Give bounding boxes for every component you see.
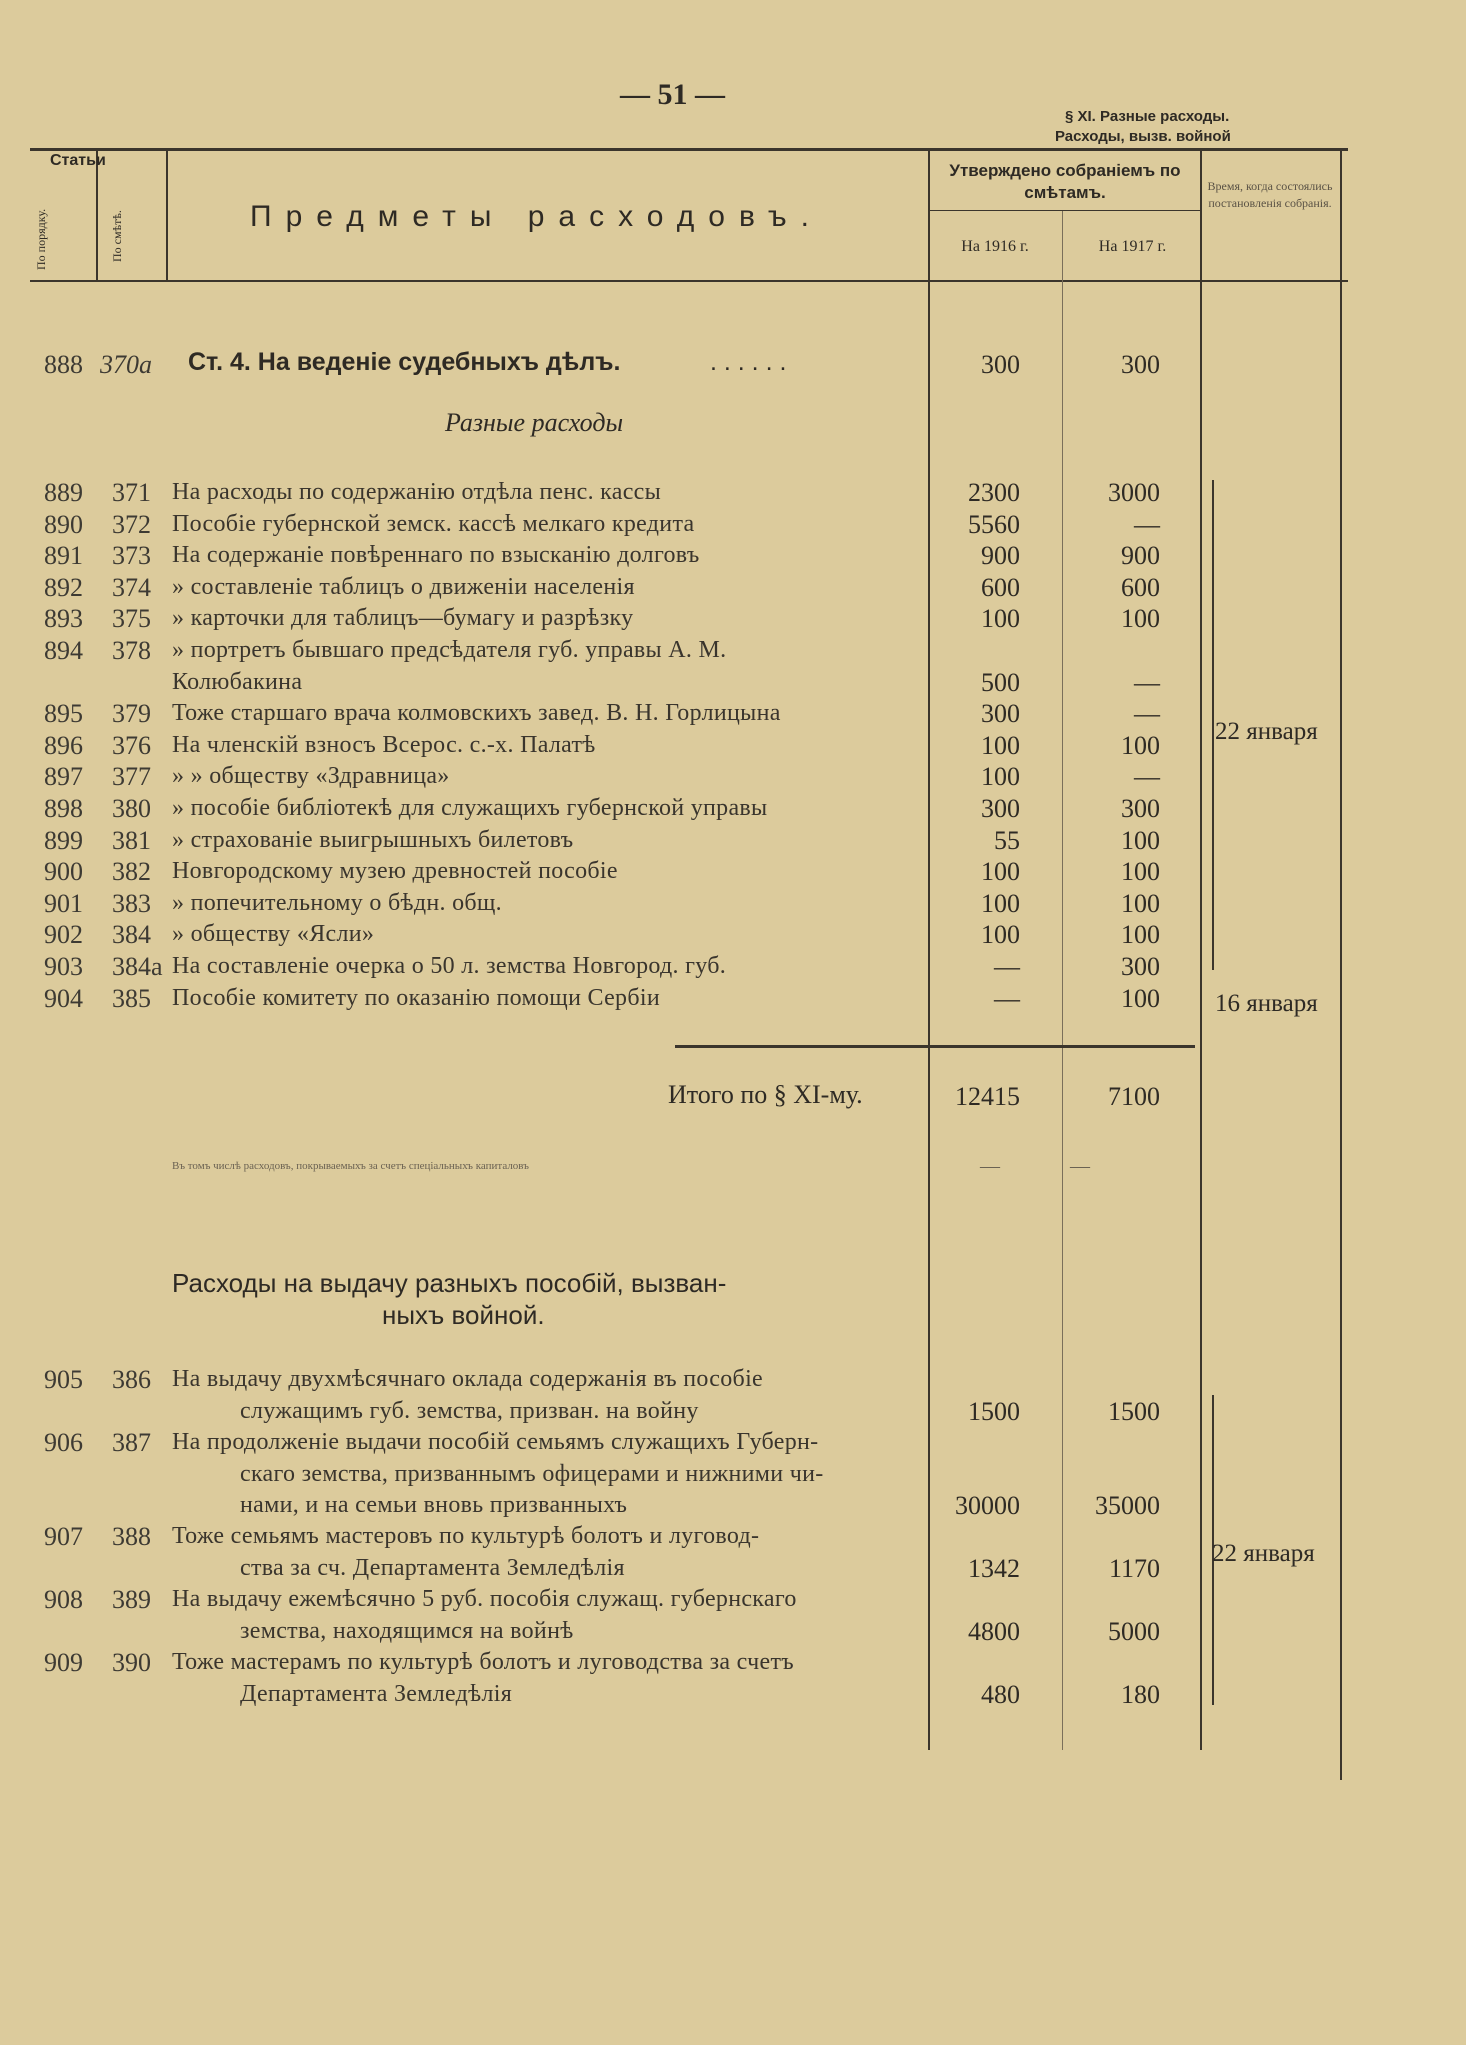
row-description: На расходы по содержанію отдѣла пенс. кассы	[172, 479, 662, 505]
row-value-1917: 100	[1121, 888, 1160, 918]
row-value-1917: 300	[1121, 794, 1160, 823]
row-order-number: 903	[44, 952, 83, 981]
row-order-number: 894	[44, 636, 83, 665]
row-value-1917: 3000	[1108, 478, 1160, 507]
row-order-number: 891	[44, 541, 83, 571]
art4-dots: . . . . . .	[710, 348, 787, 376]
row-description: Тоже старшаго врача колмовскихъ завед. В. Н. Горлицына	[172, 700, 781, 727]
year-1916-header: На 1916 г.	[961, 238, 1029, 255]
row-value-1917: —	[1134, 762, 1160, 792]
subjects-header: Предметы расходовъ.	[250, 200, 824, 233]
war-row-order-number: 908	[44, 1585, 83, 1614]
row-estimate-number: 379	[112, 699, 151, 729]
row-estimate-number: 373	[112, 541, 151, 571]
row-value-1916: 100	[981, 888, 1020, 918]
war-row-description-line: На выдачу ежемѣсячно 5 руб. пособія служащ. губернскаго	[172, 1586, 797, 1612]
war-row-value-1917: 5000	[1108, 1616, 1160, 1646]
row-estimate-number: 371	[112, 478, 151, 507]
row-description: » составленіе таблицъ о движеніи населенія	[172, 573, 635, 600]
war-row-value-1917: 1170	[1108, 1553, 1160, 1583]
misc-title: Разные расходы	[445, 408, 624, 437]
war-row-order-number: 907	[44, 1522, 83, 1551]
war-row-description-line: земства, находящимся на войнѣ	[240, 1617, 574, 1644]
total-1917: 7100	[1108, 1082, 1160, 1111]
page-number: — 51 —	[620, 78, 725, 111]
row-estimate-number: 380	[112, 794, 151, 823]
war-row-description-line: Тоже мастерамъ по культурѣ болотъ и луговодства за счетъ	[172, 1649, 794, 1675]
war-row-value-1916: 480	[981, 1679, 1020, 1709]
war-row-estimate-number: 387	[112, 1428, 151, 1457]
war-row-description-line: Департамента Земледѣлія	[240, 1680, 513, 1707]
by-order-header: По порядку.	[34, 208, 48, 270]
row-description: » обществу «Ясли»	[172, 921, 375, 948]
row-estimate-number: 375	[112, 604, 151, 634]
row-description: Пособіе губернской земск. кассѣ мелкаго кредита	[172, 510, 695, 537]
row-order-number: 896	[44, 730, 83, 760]
col-line-2	[166, 150, 168, 280]
header-rule	[30, 280, 1348, 282]
row-value-1916: 5560	[968, 509, 1020, 539]
war-row-order-number: 906	[44, 1428, 83, 1457]
war-row-value-1917: 35000	[1095, 1491, 1160, 1520]
row-description: » попечительному о бѣдн. общ.	[172, 889, 502, 916]
row-estimate-number: 381	[112, 825, 151, 855]
total-1916: 12415	[955, 1082, 1020, 1111]
row-order-number: 895	[44, 699, 83, 729]
row-order-number: 897	[44, 762, 83, 792]
row-value-1916: —	[994, 952, 1020, 981]
row-estimate-number: 378	[112, 636, 151, 665]
row-estimate-number: 376	[112, 730, 151, 760]
war-row-order-number: 905	[44, 1365, 83, 1394]
war-row-value-1917: 180	[1121, 1679, 1160, 1709]
row-value-1916: 100	[981, 762, 1020, 792]
total-label: Итого по § XI-му.	[668, 1080, 863, 1109]
row-value-1917: 100	[1121, 604, 1160, 634]
section-title: § XI. Разные расходы.	[1065, 108, 1230, 125]
bracket-22jan-1	[1200, 480, 1214, 970]
date-22jan-2: 22 января	[1212, 1540, 1315, 1567]
war-row-description-line: На выдачу двухмѣсячнаго оклада содержанія въ пособіе	[172, 1366, 763, 1392]
art4-text: Ст. 4. На веденіе судебныхъ дѣлъ.	[188, 348, 621, 376]
row-value-1916: 55	[994, 825, 1020, 855]
row-order-number: 901	[44, 888, 83, 918]
row-value-1917: 100	[1121, 920, 1160, 950]
row-description: » пособіе библіотекѣ для служащихъ губернской управы	[172, 795, 768, 821]
row-value-1917: 900	[1121, 541, 1160, 571]
articles-header: Статьи	[50, 152, 106, 169]
row-value-1917: 100	[1121, 825, 1160, 855]
row-value-1916: 100	[981, 857, 1020, 887]
row-value-1917: 100	[1121, 983, 1160, 1013]
note-dashes: — —	[980, 1155, 1090, 1177]
row-estimate-number: 374	[112, 572, 151, 602]
war-row-description-line: ства за сч. Департамента Земледѣлія	[240, 1554, 625, 1581]
row-description: » портретъ бывшаго предсѣдателя губ. управы А. М.	[172, 637, 727, 663]
war-row-description-line: нами, и на семьи вновь призванныхъ	[240, 1492, 628, 1518]
row-order-number: 890	[44, 509, 83, 539]
art4-order: 888	[44, 350, 83, 379]
row-value-1916: 100	[981, 604, 1020, 634]
year-1917-header: На 1917 г.	[1098, 238, 1167, 255]
row-estimate-number: 383	[112, 888, 151, 918]
row-description: Пособіе комитету по оказанію помощи Сербіи	[172, 984, 660, 1011]
row-estimate-number: 382	[112, 857, 151, 887]
war-row-description-line: Тоже семьямъ мастеровъ по культурѣ болотъ и луговод-	[172, 1523, 760, 1549]
war-row-estimate-number: 386	[112, 1365, 151, 1394]
row-order-number: 899	[44, 825, 83, 855]
row-description: » страхованіе выигрышныхъ билетовъ	[172, 826, 574, 853]
row-value-1916: 300	[981, 699, 1020, 729]
war-row-estimate-number: 388	[112, 1522, 151, 1551]
war-title-line1: Расходы на выдачу разныхъ пособій, вызван-	[172, 1268, 727, 1298]
row-estimate-number: 384а	[112, 952, 163, 981]
art4-1917: 300	[1121, 350, 1160, 379]
row-value-1916: 500	[981, 667, 1020, 697]
row-order-number: 892	[44, 572, 83, 602]
row-value-1917: 300	[1121, 952, 1160, 981]
row-value-1917: —	[1134, 699, 1160, 729]
row-order-number: 904	[44, 983, 83, 1013]
col-line-6	[1340, 150, 1342, 1780]
war-row-value-1916: 1500	[968, 1396, 1020, 1426]
row-value-1916: 300	[981, 794, 1020, 823]
row-order-number: 898	[44, 794, 83, 823]
row-value-1916: 600	[981, 572, 1020, 602]
war-row-description-line: служащимъ губ. земства, призван. на войну	[240, 1397, 699, 1424]
row-value-1917: 600	[1121, 572, 1160, 602]
row-description: На содержаніе повѣреннаго по взысканію долговъ	[172, 542, 700, 569]
date-22jan-1: 22 января	[1215, 718, 1318, 745]
war-row-description-line: скаго земства, призваннымъ офицерами и нижними чи-	[240, 1460, 824, 1487]
row-estimate-number: 385	[112, 983, 151, 1013]
row-description: » карточки для таблицъ—бумагу и разрѣзку	[172, 605, 634, 632]
row-description: На членскій взносъ Всерос. с.-х. Палатѣ	[172, 731, 596, 758]
total-rule	[675, 1045, 1195, 1048]
art4-1916: 300	[981, 350, 1020, 379]
special-capital-note: Въ томъ числѣ расходовъ, покрываемыхъ за счетъ спеціальныхъ капиталовъ	[172, 1160, 529, 1172]
war-row-value-1916: 1342	[968, 1553, 1020, 1583]
row-order-number: 900	[44, 857, 83, 887]
row-value-1916: 2300	[968, 478, 1020, 507]
row-description: Новгородскому музею древностей пособіе	[172, 858, 618, 885]
row-value-1917: 100	[1121, 730, 1160, 760]
row-description: Колюбакина	[172, 668, 303, 695]
row-order-number: 893	[44, 604, 83, 634]
row-value-1917: —	[1134, 667, 1160, 697]
section-subtitle: Расходы, вызв. войной	[1055, 128, 1231, 145]
by-estimate-header: По смѣтѣ.	[110, 210, 124, 262]
row-value-1916: 100	[981, 920, 1020, 950]
row-order-number: 889	[44, 478, 83, 507]
row-value-1916: —	[994, 983, 1020, 1013]
war-row-description-line: На продолженіе выдачи пособій семьямъ служащихъ Губерн-	[172, 1429, 819, 1455]
row-estimate-number: 372	[112, 509, 151, 539]
row-description: » » обществу «Здравница»	[172, 763, 450, 790]
row-value-1916: 900	[981, 541, 1020, 571]
top-rule	[30, 148, 1348, 151]
war-row-value-1916: 4800	[968, 1616, 1020, 1646]
war-row-value-1917: 1500	[1108, 1396, 1160, 1426]
row-estimate-number: 384	[112, 920, 151, 950]
row-estimate-number: 377	[112, 762, 151, 792]
war-row-estimate-number: 389	[112, 1585, 151, 1614]
war-row-value-1916: 30000	[955, 1491, 1020, 1520]
col-line-4	[1062, 210, 1063, 1750]
war-row-estimate-number: 390	[112, 1648, 151, 1677]
approved-rule	[928, 210, 1200, 211]
time-header: Время, когда состоялись постановленія собранія.	[1207, 179, 1333, 210]
row-value-1917: —	[1134, 509, 1160, 539]
war-title-line2: ныхъ войной.	[382, 1300, 545, 1330]
row-value-1917: 100	[1121, 857, 1160, 887]
row-value-1916: 100	[981, 730, 1020, 760]
row-order-number: 902	[44, 920, 83, 950]
art4-estimate: 370а	[100, 350, 152, 379]
date-16jan: 16 января	[1215, 990, 1318, 1017]
war-row-order-number: 909	[44, 1648, 83, 1677]
approved-header: Утверждено собраніемъ по смѣтамъ.	[949, 161, 1181, 202]
row-description: На составленіе очерка о 50 л. земства Новгород. губ.	[172, 953, 727, 979]
